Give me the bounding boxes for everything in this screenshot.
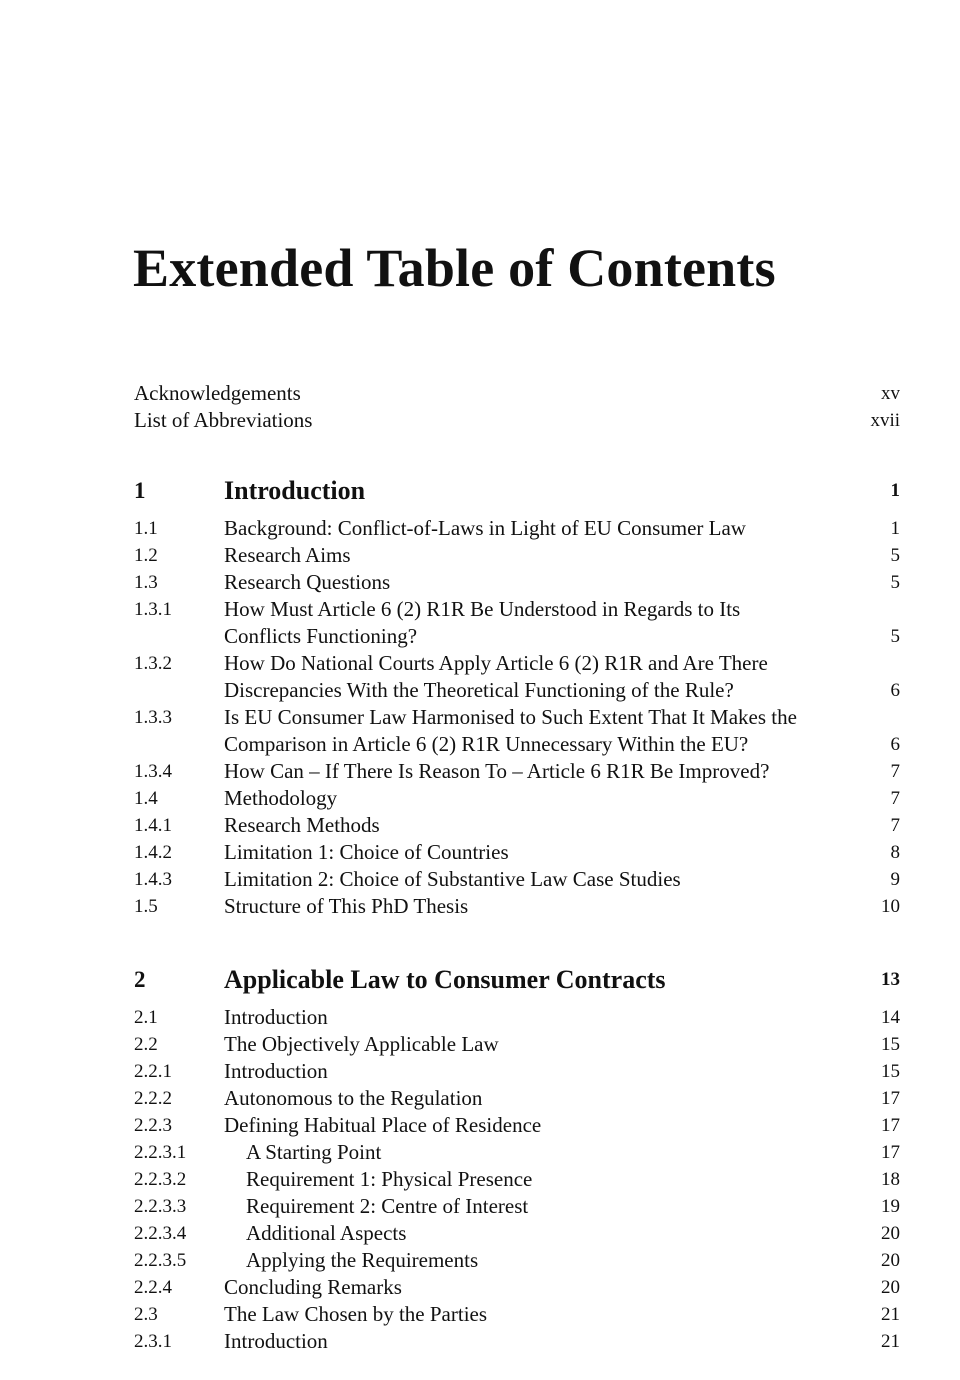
toc-entry-page: 6 <box>890 680 900 701</box>
toc-entry[interactable] <box>134 866 900 893</box>
toc-entry[interactable] <box>134 839 900 866</box>
toc-entry-title: List of Abbreviations <box>134 408 313 432</box>
toc-entry[interactable] <box>134 542 900 569</box>
toc-entry-page: 9 <box>890 869 900 890</box>
chapter-heading[interactable] <box>134 476 900 515</box>
toc-entry-title: Additional Aspects <box>246 1221 407 1245</box>
toc-entry-page: 17 <box>881 1088 900 1109</box>
toc-entry-title: Background: Conflict-of-Laws in Light of EU Consumer Law <box>224 516 746 540</box>
toc-entry-title: Defining Habitual Place of Residence <box>224 1113 542 1137</box>
toc-entry-acknowledgements[interactable] <box>134 380 900 407</box>
toc-entry[interactable] <box>134 812 900 839</box>
toc-entry-page: 15 <box>881 1034 900 1055</box>
toc-entry-page: 15 <box>881 1061 900 1082</box>
toc-entry[interactable] <box>134 515 900 542</box>
toc-entry-page: 20 <box>881 1250 900 1271</box>
toc-entry-number: 1.3.4 <box>134 761 172 782</box>
toc-entry[interactable] <box>134 1220 900 1247</box>
toc-entry-page: 18 <box>881 1169 900 1190</box>
toc-entry-number: 2.2.3.5 <box>134 1250 187 1271</box>
toc-entry-page: 20 <box>881 1223 900 1244</box>
toc-entry-number: 2.2.2 <box>134 1088 172 1109</box>
toc-entry-title: How Can – If There Is Reason To – Article 6 R1R Be Improved? <box>224 759 770 783</box>
toc-entry-number: 1.4.3 <box>134 869 172 890</box>
toc-entry-title: Methodology <box>224 786 338 810</box>
toc-entry-number: 2.2.3 <box>134 1115 172 1136</box>
toc-entry-title: Applying the Requirements <box>246 1248 479 1272</box>
toc-entry[interactable] <box>134 1112 900 1139</box>
toc-entry-title: Concluding Remarks <box>224 1275 402 1299</box>
toc-entry-number: 1.2 <box>134 545 158 566</box>
toc-entry-number: 1.3 <box>134 572 158 593</box>
toc-entry-page: 20 <box>881 1277 900 1298</box>
chapter-title: Introduction <box>224 476 366 505</box>
toc-entry[interactable] <box>134 1247 900 1274</box>
toc-entry-number: 1.1 <box>134 518 158 539</box>
chapter-heading[interactable] <box>134 965 900 1004</box>
toc-entry-title: The Objectively Applicable Law <box>224 1032 499 1056</box>
toc-entry-page: 10 <box>881 896 900 917</box>
toc-entry[interactable] <box>134 1166 900 1193</box>
toc-entry-page: 14 <box>881 1007 900 1028</box>
toc-entry-page: 8 <box>890 842 900 863</box>
toc-entry-title: Introduction <box>224 1329 328 1353</box>
toc-entry-number: 1.3.1 <box>134 599 172 620</box>
toc-entry-number: 2.3.1 <box>134 1331 172 1352</box>
toc-entry-number: 2.2.3.1 <box>134 1142 187 1163</box>
toc-entry[interactable] <box>134 1193 900 1220</box>
toc-entry-title: The Law Chosen by the Parties <box>224 1302 488 1326</box>
toc-entry-number: 2.1 <box>134 1007 158 1028</box>
toc-entry-title: A Starting Point <box>246 1140 382 1164</box>
toc-entry-page: 17 <box>881 1115 900 1136</box>
chapter-number: 1 <box>134 478 146 503</box>
toc-entry[interactable] <box>134 785 900 812</box>
chapter-1-section <box>134 476 900 920</box>
toc-entry-number: 2.2 <box>134 1034 158 1055</box>
toc-entry[interactable] <box>134 1004 900 1031</box>
toc-entry[interactable] <box>134 650 900 704</box>
toc-entry-title: Research Methods <box>224 813 380 837</box>
toc-entry-number: 1.3.3 <box>134 707 172 728</box>
toc-entry-title: Autonomous to the Regulation <box>224 1086 483 1110</box>
toc-entry-page: 6 <box>890 734 900 755</box>
toc-entry-page: 5 <box>890 572 900 593</box>
toc-entry[interactable] <box>134 1274 900 1301</box>
toc-entry[interactable] <box>134 1328 900 1355</box>
toc-entry-title: How Do National Courts Apply Article 6 (2) R1R and Are There Discrepancies With the Theoretical Functioning of the Rule? <box>224 651 768 702</box>
toc-entry[interactable] <box>134 1031 900 1058</box>
toc-entry[interactable] <box>134 1301 900 1328</box>
toc-entry-number: 2.2.3.2 <box>134 1169 187 1190</box>
toc-entry-number: 1.4.1 <box>134 815 172 836</box>
toc-entry-page: 7 <box>890 815 900 836</box>
toc-entry-title: Requirement 2: Centre of Interest <box>246 1194 529 1218</box>
toc-entry-page: 7 <box>890 761 900 782</box>
toc-entry-list-of-abbreviations[interactable] <box>134 407 900 434</box>
toc-entry-page: 17 <box>881 1142 900 1163</box>
chapter-page: 1 <box>890 480 900 501</box>
toc-entry-number: 2.2.1 <box>134 1061 172 1082</box>
chapter-page: 13 <box>881 969 900 990</box>
toc-entry-title: Research Aims <box>224 543 351 567</box>
toc-entry-number: 2.2.4 <box>134 1277 172 1298</box>
toc-entry-page: 21 <box>881 1304 900 1325</box>
chapter-2-section <box>134 965 900 1355</box>
toc-entry-page: xvii <box>870 410 900 431</box>
toc-entry[interactable] <box>134 596 900 650</box>
toc-entry-number: 1.4.2 <box>134 842 172 863</box>
toc-entry-number: 1.4 <box>134 788 158 809</box>
toc-entry-number: 1.3.2 <box>134 653 172 674</box>
toc-entry-page: 5 <box>890 626 900 647</box>
toc-entry-title: How Must Article 6 (2) R1R Be Understood in Regards to Its Conflicts Functioning? <box>224 597 741 648</box>
toc-entry[interactable] <box>134 1139 900 1166</box>
front-matter-list <box>134 380 900 434</box>
toc-entry-page: 5 <box>890 545 900 566</box>
toc-entry-page: xv <box>881 383 900 404</box>
toc-entry-title: Requirement 1: Physical Presence <box>246 1167 533 1191</box>
toc-entry-page: 7 <box>890 788 900 809</box>
toc-entry[interactable] <box>134 758 900 785</box>
toc-entry[interactable] <box>134 1058 900 1085</box>
toc-entry-title: Limitation 2: Choice of Substantive Law Case Studies <box>224 867 681 891</box>
toc-entry-page: 19 <box>881 1196 900 1217</box>
toc-entry[interactable] <box>134 704 900 758</box>
toc-entry-title: Structure of This PhD Thesis <box>224 894 469 918</box>
toc-entry-number: 2.2.3.3 <box>134 1196 187 1217</box>
toc-entry-number: 2.2.3.4 <box>134 1223 187 1244</box>
toc-entry[interactable] <box>134 893 900 920</box>
chapter-number: 2 <box>134 967 146 992</box>
toc-entry-title: Introduction <box>224 1059 328 1083</box>
toc-entry[interactable] <box>134 1085 900 1112</box>
toc-entry-title: Acknowledgements <box>134 381 301 405</box>
toc-entry[interactable] <box>134 569 900 596</box>
toc-entry-page: 1 <box>890 518 900 539</box>
toc-entry-title: Research Questions <box>224 570 391 594</box>
toc-entry-title: Limitation 1: Choice of Countries <box>224 840 509 864</box>
toc-entry-title: Introduction <box>224 1005 328 1029</box>
toc-entry-number: 1.5 <box>134 896 158 917</box>
page-title: Extended Table of Contents <box>133 238 776 298</box>
toc-entry-page: 21 <box>881 1331 900 1352</box>
chapter-title: Applicable Law to Consumer Contracts <box>224 965 666 994</box>
toc-entry-number: 2.3 <box>134 1304 158 1325</box>
toc-entry-title: Is EU Consumer Law Harmonised to Such Extent That It Makes the Comparison in Article 6 (2) R1R Unnecessary Within the EU? <box>224 705 797 756</box>
